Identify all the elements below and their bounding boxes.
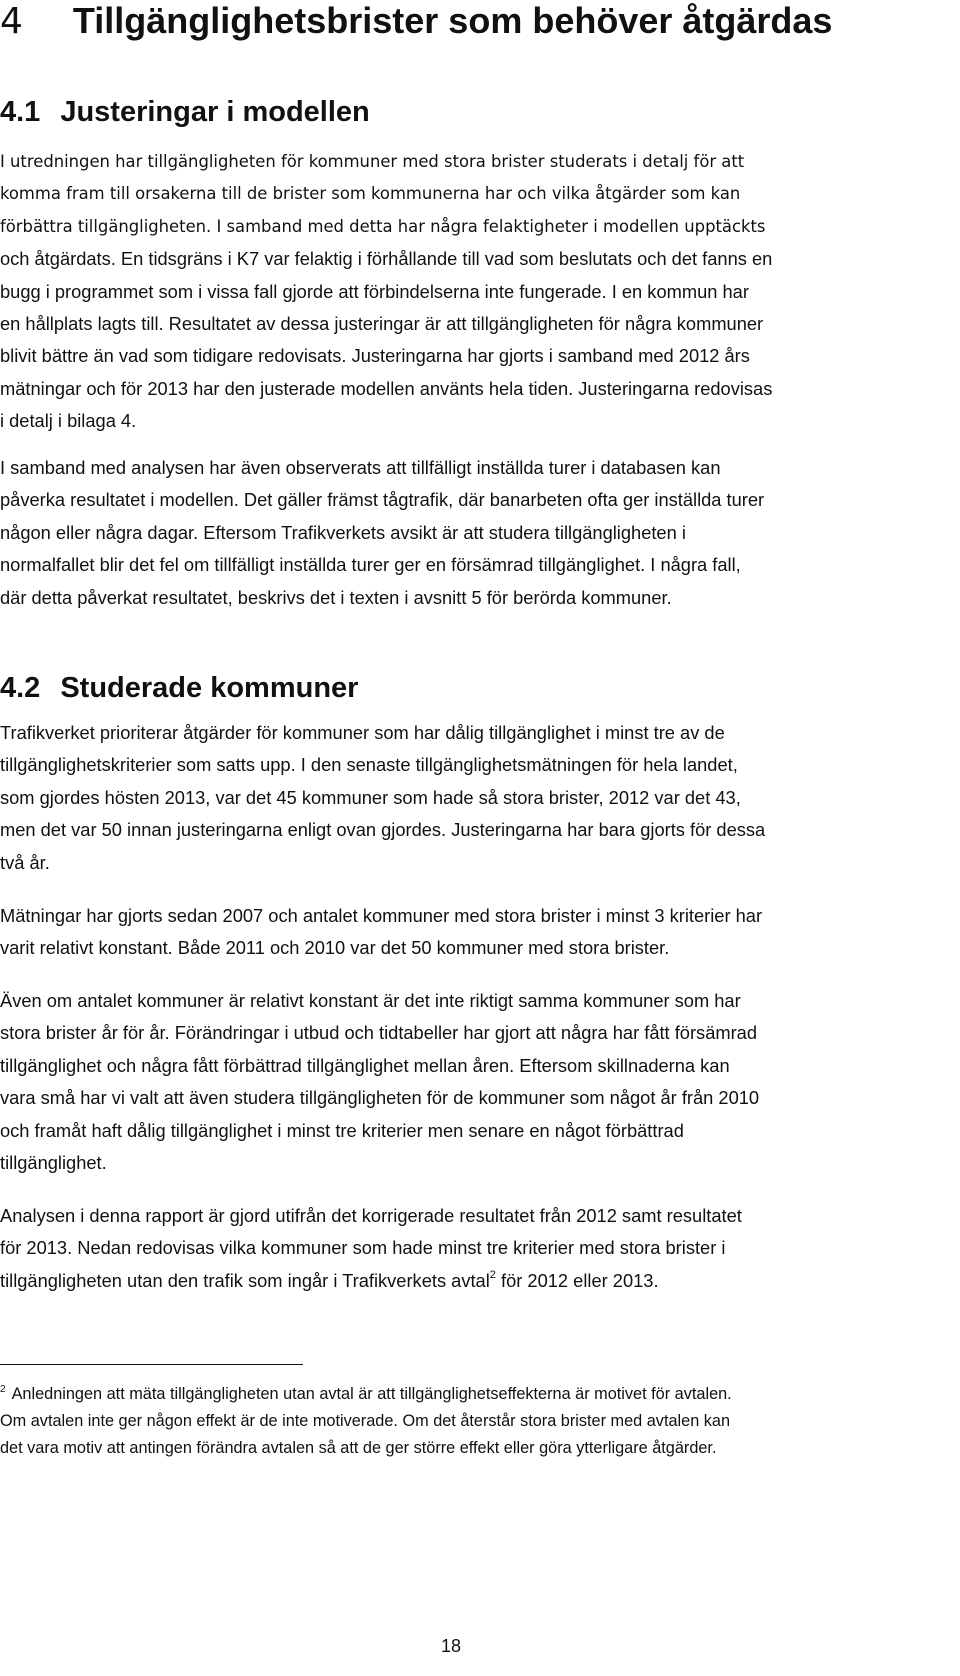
section-title: Studerade kommuner xyxy=(60,672,359,704)
paragraph xyxy=(0,900,762,965)
chapter-number: 4 xyxy=(0,1,23,42)
text-line: och framåt haft dålig tillgänglighet i minst tre kriterier men senare en något förbättrad xyxy=(0,1119,684,1141)
text-line: mätningar och för 2013 har den justerade modellen använts hela tiden. Justeringarna redovisas xyxy=(0,377,773,399)
text-line: varit relativt konstant. Både 2011 och 2010 var det 50 kommuner med stora brister. xyxy=(0,937,670,959)
text-line: Mätningar har gjorts sedan 2007 och antalet kommuner med stora brister i minst 3 kriterier har xyxy=(0,905,763,926)
text-line: och åtgärdats. En tidsgräns i K7 var felaktig i förhållande till vad som beslutats och det fanns en xyxy=(0,248,773,270)
text-line: för 2013. Nedan redovisas vilka kommuner som hade minst tre kriterier med stora brister i xyxy=(0,1237,726,1259)
paragraph xyxy=(0,717,765,879)
section-4-2-heading xyxy=(0,670,358,706)
text-line: tillgänglighet och några fått förbättrad tillgänglighet mellan åren. Eftersom skillnaderna kan xyxy=(0,1054,730,1076)
text-line: som gjordes hösten 2013, var det 45 kommuner som hade så stora brister, 2012 var det 43, xyxy=(0,786,741,808)
text-line: där detta påverkat resultatet, beskrivs det i texten i avsnitt 5 för berörda kommuner. xyxy=(0,586,672,608)
footnote-line: det vara motiv att antingen förändra avtalen så att de ger större effekt eller göra ytterligare åtgärder. xyxy=(0,1439,717,1457)
text-line: blivit bättre än vad som tidigare redovisats. Justeringarna har gjorts i samband med 2012 års xyxy=(0,345,750,367)
text-line: I utredningen har tillgängligheten för kommuner med stora brister studerats i detalj för att xyxy=(0,152,745,171)
text-line: Trafikverket prioriterar åtgärder för kommuner som har dålig tillgänglighet i minst tre av de xyxy=(0,722,725,743)
text-line: en hållplats lagts till. Resultatet av dessa justeringar är att tillgängligheten för några kommuner xyxy=(0,312,764,334)
paragraph xyxy=(0,146,772,438)
text-line: någon eller några dagar. Eftersom Trafikverkets avsikt är att studera tillgängligheten i xyxy=(0,521,686,543)
text-line: stora brister år för år. Förändringar i utbud och tidtabeller har gjort att några har fått försämrad xyxy=(0,1022,758,1044)
text-line: tillgänglighetskriterier som satts upp. I den senaste tillgänglighetsmätningen för hela landet, xyxy=(0,754,738,776)
paragraph xyxy=(0,452,764,614)
text-line: påverka resultatet i modellen. Det gäller främst tågtrafik, där banarbeten ofta ger inställda turer xyxy=(0,489,765,511)
footnote-marker: 2 xyxy=(0,1384,6,1395)
text-line: tillgänglighet. xyxy=(0,1151,107,1173)
chapter-title: Tillgänglighetsbrister som behöver åtgärdas xyxy=(72,0,833,41)
text-line: Analysen i denna rapport är gjord utifrån det korrigerade resultatet från 2012 samt resultatet xyxy=(0,1205,742,1226)
footnote-text: Anledningen att mäta tillgängligheten utan avtal är att tillgänglighetseffekterna är motivet för avtalen. xyxy=(11,1385,732,1403)
text-line: men det var 50 innan justeringarna enligt ovan gjordes. Justeringarna har bara gjorts för dessa xyxy=(0,819,766,841)
text-line: normalfallet blir det fel om tillfälligt inställda turer ger en försämrad tillgänglighet. I några fall, xyxy=(0,554,741,576)
text-line xyxy=(0,1265,742,1297)
paragraph xyxy=(0,1200,742,1297)
section-number: 4.2 xyxy=(0,672,41,704)
section-number: 4.1 xyxy=(0,96,41,128)
footnote-reference[interactable]: 2 xyxy=(489,1268,496,1281)
footnote xyxy=(0,1381,732,1462)
text-line: komma fram till orsakerna till de brister som kommunerna har och vilka åtgärder som kan xyxy=(0,184,741,204)
text-line: bugg i programmet som i vissa fall gjorde att förbindelserna inte fungerade. I en kommun har xyxy=(0,280,749,302)
paragraph xyxy=(0,985,759,1179)
section-title: Justeringar i modellen xyxy=(60,96,370,128)
text-line: Även om antalet kommuner är relativt konstant är det inte riktigt samma kommuner som har xyxy=(0,990,741,1011)
footnote-line: Om avtalen inte ger någon effekt är de inte motiverade. Om det återstår stora brister med avtalen kan xyxy=(0,1412,731,1430)
page-number: 18 xyxy=(441,1636,462,1656)
footnote-line xyxy=(0,1381,732,1408)
text-segment: tillgängligheten utan den trafik som ingår i Trafikverkets avtal xyxy=(0,1269,490,1291)
footnote-separator xyxy=(0,1364,303,1365)
text-line: I samband med analysen har även observerats att tillfälligt inställda turer i databasen kan xyxy=(0,457,721,478)
chapter-heading xyxy=(0,0,832,50)
text-line: i detalj i bilaga 4. xyxy=(0,410,137,432)
section-4-1-heading xyxy=(0,94,370,130)
text-line: två år. xyxy=(0,851,50,873)
text-segment: för 2012 eller 2013. xyxy=(495,1269,659,1291)
text-line: vara små har vi valt att även studera tillgängligheten för de kommuner som något år från 2010 xyxy=(0,1087,760,1109)
text-line: förbättra tillgängligheten. I samband med detta har några felaktigheter i modellen upptäckts xyxy=(0,216,766,236)
